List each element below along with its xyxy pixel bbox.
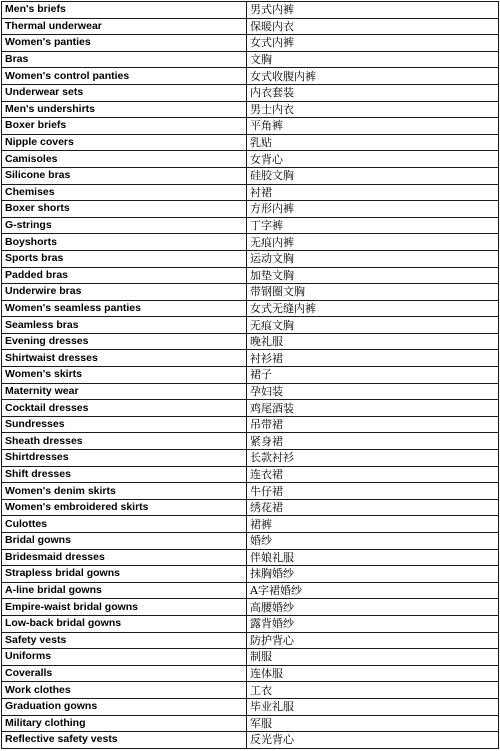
table-row bbox=[2, 715, 499, 732]
chinese-term-cell: 平角裤 bbox=[247, 118, 499, 135]
english-term-cell: Culottes bbox=[2, 516, 247, 533]
english-term-cell: Padded bras bbox=[2, 267, 247, 284]
chinese-term-cell: 孕妇装 bbox=[247, 383, 499, 400]
english-term-cell: Boyshorts bbox=[2, 234, 247, 251]
chinese-term-cell: 女背心 bbox=[247, 151, 499, 168]
chinese-term-cell: 防护背心 bbox=[247, 632, 499, 649]
table-row bbox=[2, 234, 499, 251]
table-body bbox=[2, 2, 499, 749]
english-term-cell: Bras bbox=[2, 51, 247, 68]
table-row bbox=[2, 201, 499, 218]
table-row bbox=[2, 250, 499, 267]
chinese-term-cell: 高腰婚纱 bbox=[247, 599, 499, 616]
english-term-cell: Thermal underwear bbox=[2, 18, 247, 35]
table-row bbox=[2, 665, 499, 682]
chinese-term-cell: 女式收腹内裤 bbox=[247, 68, 499, 85]
english-term-cell: Women's denim skirts bbox=[2, 483, 247, 500]
chinese-term-cell: 连体服 bbox=[247, 665, 499, 682]
english-term-cell: Women's skirts bbox=[2, 367, 247, 384]
english-term-cell: G-strings bbox=[2, 217, 247, 234]
chinese-term-cell: 露背婚纱 bbox=[247, 615, 499, 632]
table-row bbox=[2, 350, 499, 367]
table-row bbox=[2, 566, 499, 583]
table-row bbox=[2, 615, 499, 632]
table-row bbox=[2, 151, 499, 168]
english-term-cell: Sheath dresses bbox=[2, 433, 247, 450]
table-row bbox=[2, 51, 499, 68]
english-term-cell: Sundresses bbox=[2, 416, 247, 433]
english-term-cell: A-line bridal gowns bbox=[2, 582, 247, 599]
table-row bbox=[2, 134, 499, 151]
table-row bbox=[2, 450, 499, 467]
english-term-cell: Military clothing bbox=[2, 715, 247, 732]
english-term-cell: Shirtwaist dresses bbox=[2, 350, 247, 367]
table-row bbox=[2, 483, 499, 500]
chinese-term-cell: 衬衫裙 bbox=[247, 350, 499, 367]
table-row bbox=[2, 682, 499, 699]
english-term-cell: Men's briefs bbox=[2, 2, 247, 19]
chinese-term-cell: 鸡尾酒装 bbox=[247, 400, 499, 417]
chinese-term-cell: 紧身裙 bbox=[247, 433, 499, 450]
table-row bbox=[2, 167, 499, 184]
chinese-term-cell: 带钢圈文胸 bbox=[247, 284, 499, 301]
english-term-cell: Evening dresses bbox=[2, 333, 247, 350]
vocabulary-sheet bbox=[1, 1, 498, 749]
english-term-cell: Low-back bridal gowns bbox=[2, 615, 247, 632]
english-term-cell: Boxer briefs bbox=[2, 118, 247, 135]
chinese-term-cell: 乳贴 bbox=[247, 134, 499, 151]
english-term-cell: Shift dresses bbox=[2, 466, 247, 483]
chinese-term-cell: 军服 bbox=[247, 715, 499, 732]
table-row bbox=[2, 732, 499, 749]
english-term-cell: Bridesmaid dresses bbox=[2, 549, 247, 566]
english-term-cell: Women's panties bbox=[2, 35, 247, 52]
table-row bbox=[2, 416, 499, 433]
english-term-cell: Nipple covers bbox=[2, 134, 247, 151]
table-row bbox=[2, 2, 499, 19]
table-row bbox=[2, 284, 499, 301]
english-term-cell: Strapless bridal gowns bbox=[2, 566, 247, 583]
chinese-term-cell: 丁字裤 bbox=[247, 217, 499, 234]
table-row bbox=[2, 35, 499, 52]
chinese-term-cell: 裙子 bbox=[247, 367, 499, 384]
chinese-term-cell: 女式无缝内裤 bbox=[247, 300, 499, 317]
table-row bbox=[2, 582, 499, 599]
english-term-cell: Silicone bras bbox=[2, 167, 247, 184]
chinese-term-cell: 男式内裤 bbox=[247, 2, 499, 19]
english-term-cell: Graduation gowns bbox=[2, 698, 247, 715]
chinese-term-cell: 文胸 bbox=[247, 51, 499, 68]
table-row bbox=[2, 599, 499, 616]
chinese-term-cell: 男士内衣 bbox=[247, 101, 499, 118]
english-term-cell: Seamless bras bbox=[2, 317, 247, 334]
table-row bbox=[2, 68, 499, 85]
english-term-cell: Cocktail dresses bbox=[2, 400, 247, 417]
table-row bbox=[2, 101, 499, 118]
chinese-term-cell: 方形内裤 bbox=[247, 201, 499, 218]
chinese-term-cell: 连衣裙 bbox=[247, 466, 499, 483]
table-row bbox=[2, 333, 499, 350]
chinese-term-cell: 保暖内衣 bbox=[247, 18, 499, 35]
table-row bbox=[2, 184, 499, 201]
english-term-cell: Reflective safety vests bbox=[2, 732, 247, 749]
english-term-cell: Sports bras bbox=[2, 250, 247, 267]
table-row bbox=[2, 698, 499, 715]
table-row bbox=[2, 516, 499, 533]
table-row bbox=[2, 367, 499, 384]
chinese-term-cell: 衬裙 bbox=[247, 184, 499, 201]
english-term-cell: Underwire bras bbox=[2, 284, 247, 301]
chinese-term-cell: 运动文胸 bbox=[247, 250, 499, 267]
table-row bbox=[2, 267, 499, 284]
english-term-cell: Work clothes bbox=[2, 682, 247, 699]
chinese-term-cell: 无痕内裤 bbox=[247, 234, 499, 251]
chinese-term-cell: 反光背心 bbox=[247, 732, 499, 749]
english-term-cell: Safety vests bbox=[2, 632, 247, 649]
table-row bbox=[2, 632, 499, 649]
english-term-cell: Women's seamless panties bbox=[2, 300, 247, 317]
table-row bbox=[2, 549, 499, 566]
table-row bbox=[2, 499, 499, 516]
table-row bbox=[2, 649, 499, 666]
chinese-term-cell: 吊带裙 bbox=[247, 416, 499, 433]
english-term-cell: Camisoles bbox=[2, 151, 247, 168]
table-row bbox=[2, 317, 499, 334]
table-row bbox=[2, 400, 499, 417]
chinese-term-cell: 无痕文胸 bbox=[247, 317, 499, 334]
chinese-term-cell: 婚纱 bbox=[247, 533, 499, 550]
chinese-term-cell: 内衣套装 bbox=[247, 84, 499, 101]
english-term-cell: Underwear sets bbox=[2, 84, 247, 101]
english-term-cell: Boxer shorts bbox=[2, 201, 247, 218]
chinese-term-cell: 裙裤 bbox=[247, 516, 499, 533]
english-term-cell: Uniforms bbox=[2, 649, 247, 666]
english-term-cell: Chemises bbox=[2, 184, 247, 201]
english-term-cell: Women's control panties bbox=[2, 68, 247, 85]
english-term-cell: Empire-waist bridal gowns bbox=[2, 599, 247, 616]
table-row bbox=[2, 533, 499, 550]
chinese-term-cell: 牛仔裙 bbox=[247, 483, 499, 500]
chinese-term-cell: 伴娘礼服 bbox=[247, 549, 499, 566]
table-row bbox=[2, 433, 499, 450]
english-term-cell: Shirtdresses bbox=[2, 450, 247, 467]
clothing-vocabulary-table bbox=[1, 1, 499, 749]
english-term-cell: Men's undershirts bbox=[2, 101, 247, 118]
english-term-cell: Maternity wear bbox=[2, 383, 247, 400]
chinese-term-cell: A字裙婚纱 bbox=[247, 582, 499, 599]
table-row bbox=[2, 383, 499, 400]
chinese-term-cell: 晚礼服 bbox=[247, 333, 499, 350]
table-row bbox=[2, 466, 499, 483]
chinese-term-cell: 女式内裤 bbox=[247, 35, 499, 52]
chinese-term-cell: 抹胸婚纱 bbox=[247, 566, 499, 583]
english-term-cell: Women's embroidered skirts bbox=[2, 499, 247, 516]
english-term-cell: Bridal gowns bbox=[2, 533, 247, 550]
chinese-term-cell: 长款衬衫 bbox=[247, 450, 499, 467]
chinese-term-cell: 加垫文胸 bbox=[247, 267, 499, 284]
chinese-term-cell: 制服 bbox=[247, 649, 499, 666]
table-row bbox=[2, 118, 499, 135]
chinese-term-cell: 毕业礼服 bbox=[247, 698, 499, 715]
chinese-term-cell: 绣花裙 bbox=[247, 499, 499, 516]
table-row bbox=[2, 18, 499, 35]
table-row bbox=[2, 300, 499, 317]
chinese-term-cell: 工衣 bbox=[247, 682, 499, 699]
table-row bbox=[2, 84, 499, 101]
table-row bbox=[2, 217, 499, 234]
english-term-cell: Coveralls bbox=[2, 665, 247, 682]
chinese-term-cell: 硅胶文胸 bbox=[247, 167, 499, 184]
